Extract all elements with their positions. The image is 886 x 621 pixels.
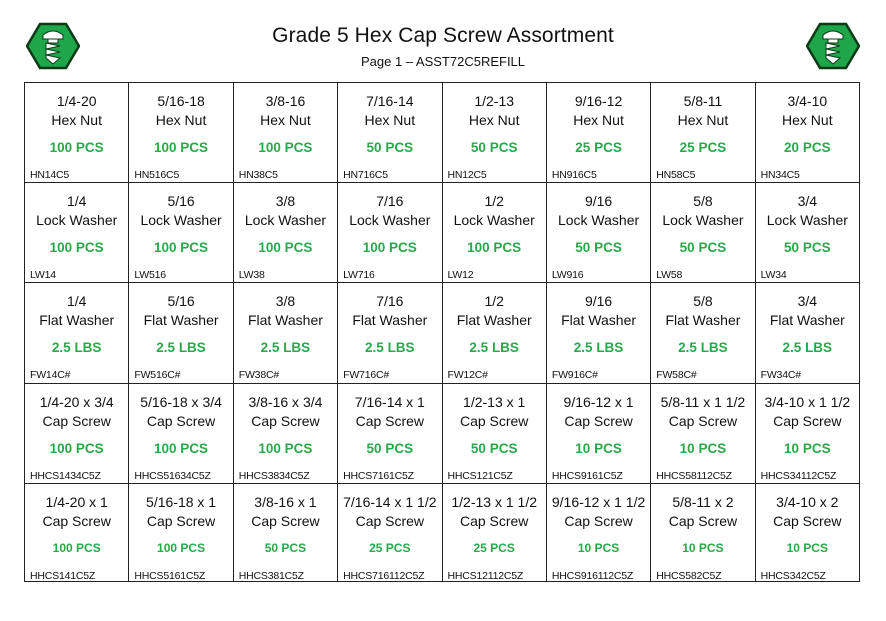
item-quantity: 100 PCS (52, 540, 101, 555)
grid-cell (233, 83, 337, 183)
grid-cell (338, 383, 442, 483)
item-size: 3/8-16 (265, 93, 306, 109)
item-type: Lock Washer (766, 212, 848, 229)
item-quantity: 2.5 LBS (365, 340, 415, 356)
item-quantity: 100 PCS (258, 140, 313, 155)
grid-cell (546, 183, 650, 283)
item-quantity: 100 PCS (49, 240, 104, 256)
grid-cell (25, 183, 129, 283)
item-quantity: 100 PCS (49, 140, 104, 155)
grid-cell (651, 483, 755, 581)
grid-row (25, 183, 860, 283)
item-sku: LW516 (134, 269, 166, 282)
item-size: 5/8-11 x 1 1/2 (660, 393, 746, 410)
grid-cell (651, 383, 755, 483)
item-size: 1/2-13 (474, 93, 515, 109)
item-type: Lock Washer (349, 212, 431, 229)
item-quantity: 50 PCS (470, 440, 518, 456)
grid-cell (755, 183, 859, 283)
item-type: Flat Washer (456, 312, 532, 329)
item-type: Hex Nut (51, 112, 102, 128)
item-size: 1/4 (66, 293, 87, 310)
item-sku: FW12C# (447, 369, 488, 382)
item-sku: LW716 (343, 269, 375, 282)
item-size: 5/16 (167, 193, 195, 210)
item-type: Cap Screw (355, 412, 425, 429)
item-sku: HHCS51634C5Z (134, 469, 211, 482)
item-size: 7/16-14 (366, 93, 414, 109)
item-type: Cap Screw (773, 412, 842, 429)
grid-cell (755, 383, 859, 483)
item-type: Cap Screw (42, 512, 111, 529)
item-sku: HHCS121C5Z (447, 469, 513, 482)
item-size: 5/16 (167, 293, 195, 310)
item-size: 7/16-14 x 1 (354, 393, 425, 410)
item-type: Flat Washer (665, 312, 741, 329)
item-type: Flat Washer (769, 312, 845, 329)
grid-cell (25, 383, 129, 483)
grid-cell (338, 83, 442, 183)
item-sku: FW516C# (134, 369, 181, 382)
item-sku: FW38C# (238, 369, 279, 382)
item-size: 5/16-18 x 3/4 (140, 393, 222, 410)
item-size: 5/8-11 (683, 93, 723, 109)
item-quantity: 50 PCS (470, 140, 518, 155)
grid-cell (233, 483, 337, 581)
item-quantity: 100 PCS (49, 440, 104, 456)
item-type: Lock Washer (140, 212, 222, 229)
item-size: 1/2-13 x 1 (463, 393, 526, 410)
grid-cell (755, 283, 859, 383)
item-size: 1/4-20 x 1 (45, 493, 108, 510)
item-size: 3/8 (275, 293, 296, 310)
item-sku: HHCS7161C5Z (343, 469, 414, 482)
item-size: 5/16-18 x 1 (146, 493, 217, 510)
item-type: Hex Nut (573, 112, 624, 128)
grid-cell (129, 183, 233, 283)
item-quantity: 25 PCS (473, 540, 515, 555)
item-size: 3/4 (797, 293, 818, 310)
grid-cell (129, 483, 233, 581)
item-sku: HHCS3834C5Z (238, 469, 310, 482)
item-type: Flat Washer (143, 312, 219, 329)
item-type: Cap Screw (146, 512, 216, 529)
grid-row (25, 483, 860, 581)
item-quantity: 50 PCS (575, 240, 622, 256)
grid-cell (25, 483, 129, 581)
grid-cell (442, 283, 546, 383)
item-sku: HHCS141C5Z (30, 569, 96, 582)
item-size: 1/2 (484, 293, 504, 310)
item-size: 9/16 (584, 293, 613, 310)
item-size: 1/4 (66, 193, 87, 210)
grid-cell (651, 183, 755, 283)
item-type: Hex Nut (364, 112, 416, 128)
item-quantity: 2.5 LBS (51, 340, 102, 356)
item-quantity: 2.5 LBS (260, 340, 311, 356)
item-quantity: 2.5 LBS (156, 340, 206, 356)
page-title: Grade 5 Hex Cap Screw Assortment (272, 24, 614, 47)
item-sku: LW12 (447, 269, 474, 282)
grid-cell (546, 83, 650, 183)
item-type: Lock Washer (36, 212, 118, 229)
item-size: 3/8 (275, 193, 296, 210)
item-sku: LW14 (30, 269, 56, 282)
item-type: Lock Washer (244, 212, 327, 229)
item-size: 1/4-20 (56, 93, 97, 109)
item-type: Cap Screw (564, 512, 633, 529)
item-sku: HHCS342C5Z (760, 569, 826, 582)
item-quantity: 2.5 LBS (469, 340, 519, 356)
item-quantity: 100 PCS (467, 240, 522, 256)
item-quantity: 50 PCS (264, 540, 307, 555)
item-quantity: 25 PCS (575, 140, 622, 155)
grid-cell (233, 183, 337, 283)
item-sku: HHCS916112C5Z (551, 569, 634, 582)
item-quantity: 100 PCS (157, 540, 206, 555)
item-quantity: 20 PCS (784, 140, 831, 155)
item-sku: FW58C# (656, 369, 697, 382)
assortment-grid (24, 82, 860, 582)
item-quantity: 2.5 LBS (782, 340, 833, 356)
item-sku: HHCS716112C5Z (343, 569, 425, 582)
item-sku: HHCS9161C5Z (551, 469, 623, 482)
item-sku: HN58C5 (656, 169, 696, 181)
item-sku: FW716C# (343, 369, 389, 382)
item-quantity: 100 PCS (154, 240, 209, 256)
item-sku: HHCS582C5Z (656, 569, 722, 582)
grid-cell (338, 483, 442, 581)
item-type: Lock Washer (453, 212, 535, 229)
grid-cell (25, 283, 129, 383)
item-size: 9/16-12 x 1 1/2 (551, 493, 646, 510)
item-quantity: 50 PCS (366, 440, 414, 456)
item-type: Flat Washer (247, 312, 323, 329)
item-size: 1/2 (484, 193, 504, 210)
grid-cell (129, 83, 233, 183)
item-type: Cap Screw (459, 412, 529, 429)
item-sku: HN716C5 (343, 169, 388, 181)
item-quantity: 25 PCS (679, 140, 727, 155)
grid-cell (442, 83, 546, 183)
item-type: Hex Nut (677, 112, 729, 128)
item-quantity: 100 PCS (362, 240, 417, 256)
grid-cell (338, 283, 442, 383)
grid-row (25, 383, 860, 483)
item-quantity: 10 PCS (679, 440, 727, 456)
item-type: Lock Washer (662, 212, 744, 229)
item-size: 3/4-10 x 2 (776, 493, 839, 510)
item-type: Lock Washer (557, 212, 640, 229)
item-type: Flat Washer (352, 312, 428, 329)
item-size: 5/8-11 x 2 (672, 493, 734, 510)
item-type: Cap Screw (42, 412, 111, 429)
item-quantity: 50 PCS (366, 140, 414, 155)
item-quantity: 50 PCS (679, 240, 727, 256)
item-sku: HN12C5 (447, 169, 487, 181)
item-size: 9/16-12 (574, 93, 623, 109)
item-quantity: 10 PCS (784, 440, 831, 456)
item-type: Cap Screw (459, 512, 529, 529)
item-quantity: 100 PCS (154, 440, 209, 456)
grid-cell (338, 183, 442, 283)
item-size: 3/4-10 x 1 1/2 (764, 393, 851, 410)
item-type: Cap Screw (564, 412, 633, 429)
grid-cell (755, 83, 859, 183)
item-size: 3/4 (797, 193, 818, 210)
item-size: 3/8-16 x 3/4 (248, 393, 323, 410)
item-type: Cap Screw (251, 512, 320, 529)
item-size: 9/16 (584, 193, 613, 210)
item-size: 3/8-16 x 1 (254, 493, 317, 510)
grid-cell (442, 183, 546, 283)
grid-cell (442, 483, 546, 581)
item-sku: HHCS34112C5Z (760, 469, 837, 482)
item-type: Cap Screw (773, 512, 842, 529)
item-type: Cap Screw (668, 512, 738, 529)
item-quantity: 2.5 LBS (678, 340, 728, 356)
item-type: Hex Nut (468, 112, 520, 128)
grid-cell (233, 283, 337, 383)
item-size: 9/16-12 x 1 (563, 393, 634, 410)
item-size: 7/16-14 x 1 1/2 (343, 493, 437, 510)
item-size: 5/8 (693, 293, 713, 310)
grid-cell (651, 283, 755, 383)
item-sku: HN38C5 (238, 169, 278, 181)
item-quantity: 2.5 LBS (573, 340, 624, 356)
item-size: 7/16 (376, 293, 404, 310)
item-sku: HHCS5161C5Z (134, 569, 206, 582)
grid-cell (129, 383, 233, 483)
item-sku: HN516C5 (134, 169, 180, 181)
item-size: 7/16 (376, 193, 404, 210)
item-sku: HHCS381C5Z (238, 569, 304, 582)
grid-cell (129, 283, 233, 383)
item-sku: FW34C# (760, 369, 801, 382)
grid-cell (755, 483, 859, 581)
item-quantity: 10 PCS (786, 540, 828, 555)
item-quantity: 25 PCS (369, 540, 411, 555)
item-quantity: 100 PCS (258, 240, 313, 256)
item-quantity: 100 PCS (154, 140, 209, 155)
page-subtitle: Page 1 – ASST72C5REFILL (360, 54, 526, 69)
item-sku: HHCS58112C5Z (656, 469, 732, 482)
grid-cell (442, 383, 546, 483)
item-size: 3/4-10 (787, 93, 828, 109)
item-sku: FW916C# (551, 369, 598, 382)
item-quantity: 100 PCS (258, 440, 313, 456)
item-type: Cap Screw (355, 512, 425, 529)
grid-cell (546, 283, 650, 383)
item-type: Cap Screw (668, 412, 738, 429)
grid-cell (233, 383, 337, 483)
item-quantity: 50 PCS (784, 240, 831, 256)
grid-cell (25, 83, 129, 183)
grid-cell (546, 483, 650, 581)
item-size: 5/16-18 (157, 93, 205, 109)
grid-row (25, 283, 860, 383)
grid-row (25, 83, 860, 183)
item-sku: LW34 (760, 269, 787, 282)
item-size: 1/2-13 x 1 1/2 (451, 493, 537, 510)
item-type: Cap Screw (146, 412, 216, 429)
item-quantity: 10 PCS (575, 440, 622, 456)
item-sku: HN34C5 (760, 169, 800, 181)
item-sku: HHCS12112C5Z (447, 569, 524, 582)
item-sku: FW14C# (30, 369, 71, 382)
item-type: Flat Washer (561, 312, 637, 329)
item-sku: LW38 (238, 269, 265, 282)
item-quantity: 10 PCS (577, 540, 620, 555)
grid-cell (546, 383, 650, 483)
item-sku: LW58 (656, 269, 683, 282)
item-type: Hex Nut (782, 112, 833, 128)
item-size: 1/4-20 x 3/4 (39, 393, 114, 410)
item-sku: HN916C5 (551, 169, 597, 181)
item-quantity: 10 PCS (682, 540, 724, 555)
item-type: Flat Washer (39, 312, 115, 329)
item-type: Hex Nut (260, 112, 311, 128)
item-size: 5/8 (693, 193, 713, 210)
item-type: Cap Screw (251, 412, 320, 429)
item-sku: LW916 (551, 269, 584, 282)
item-type: Hex Nut (155, 112, 207, 128)
grid-cell (651, 83, 755, 183)
item-sku: HHCS1434C5Z (30, 469, 101, 482)
item-sku: HN14C5 (30, 169, 70, 181)
